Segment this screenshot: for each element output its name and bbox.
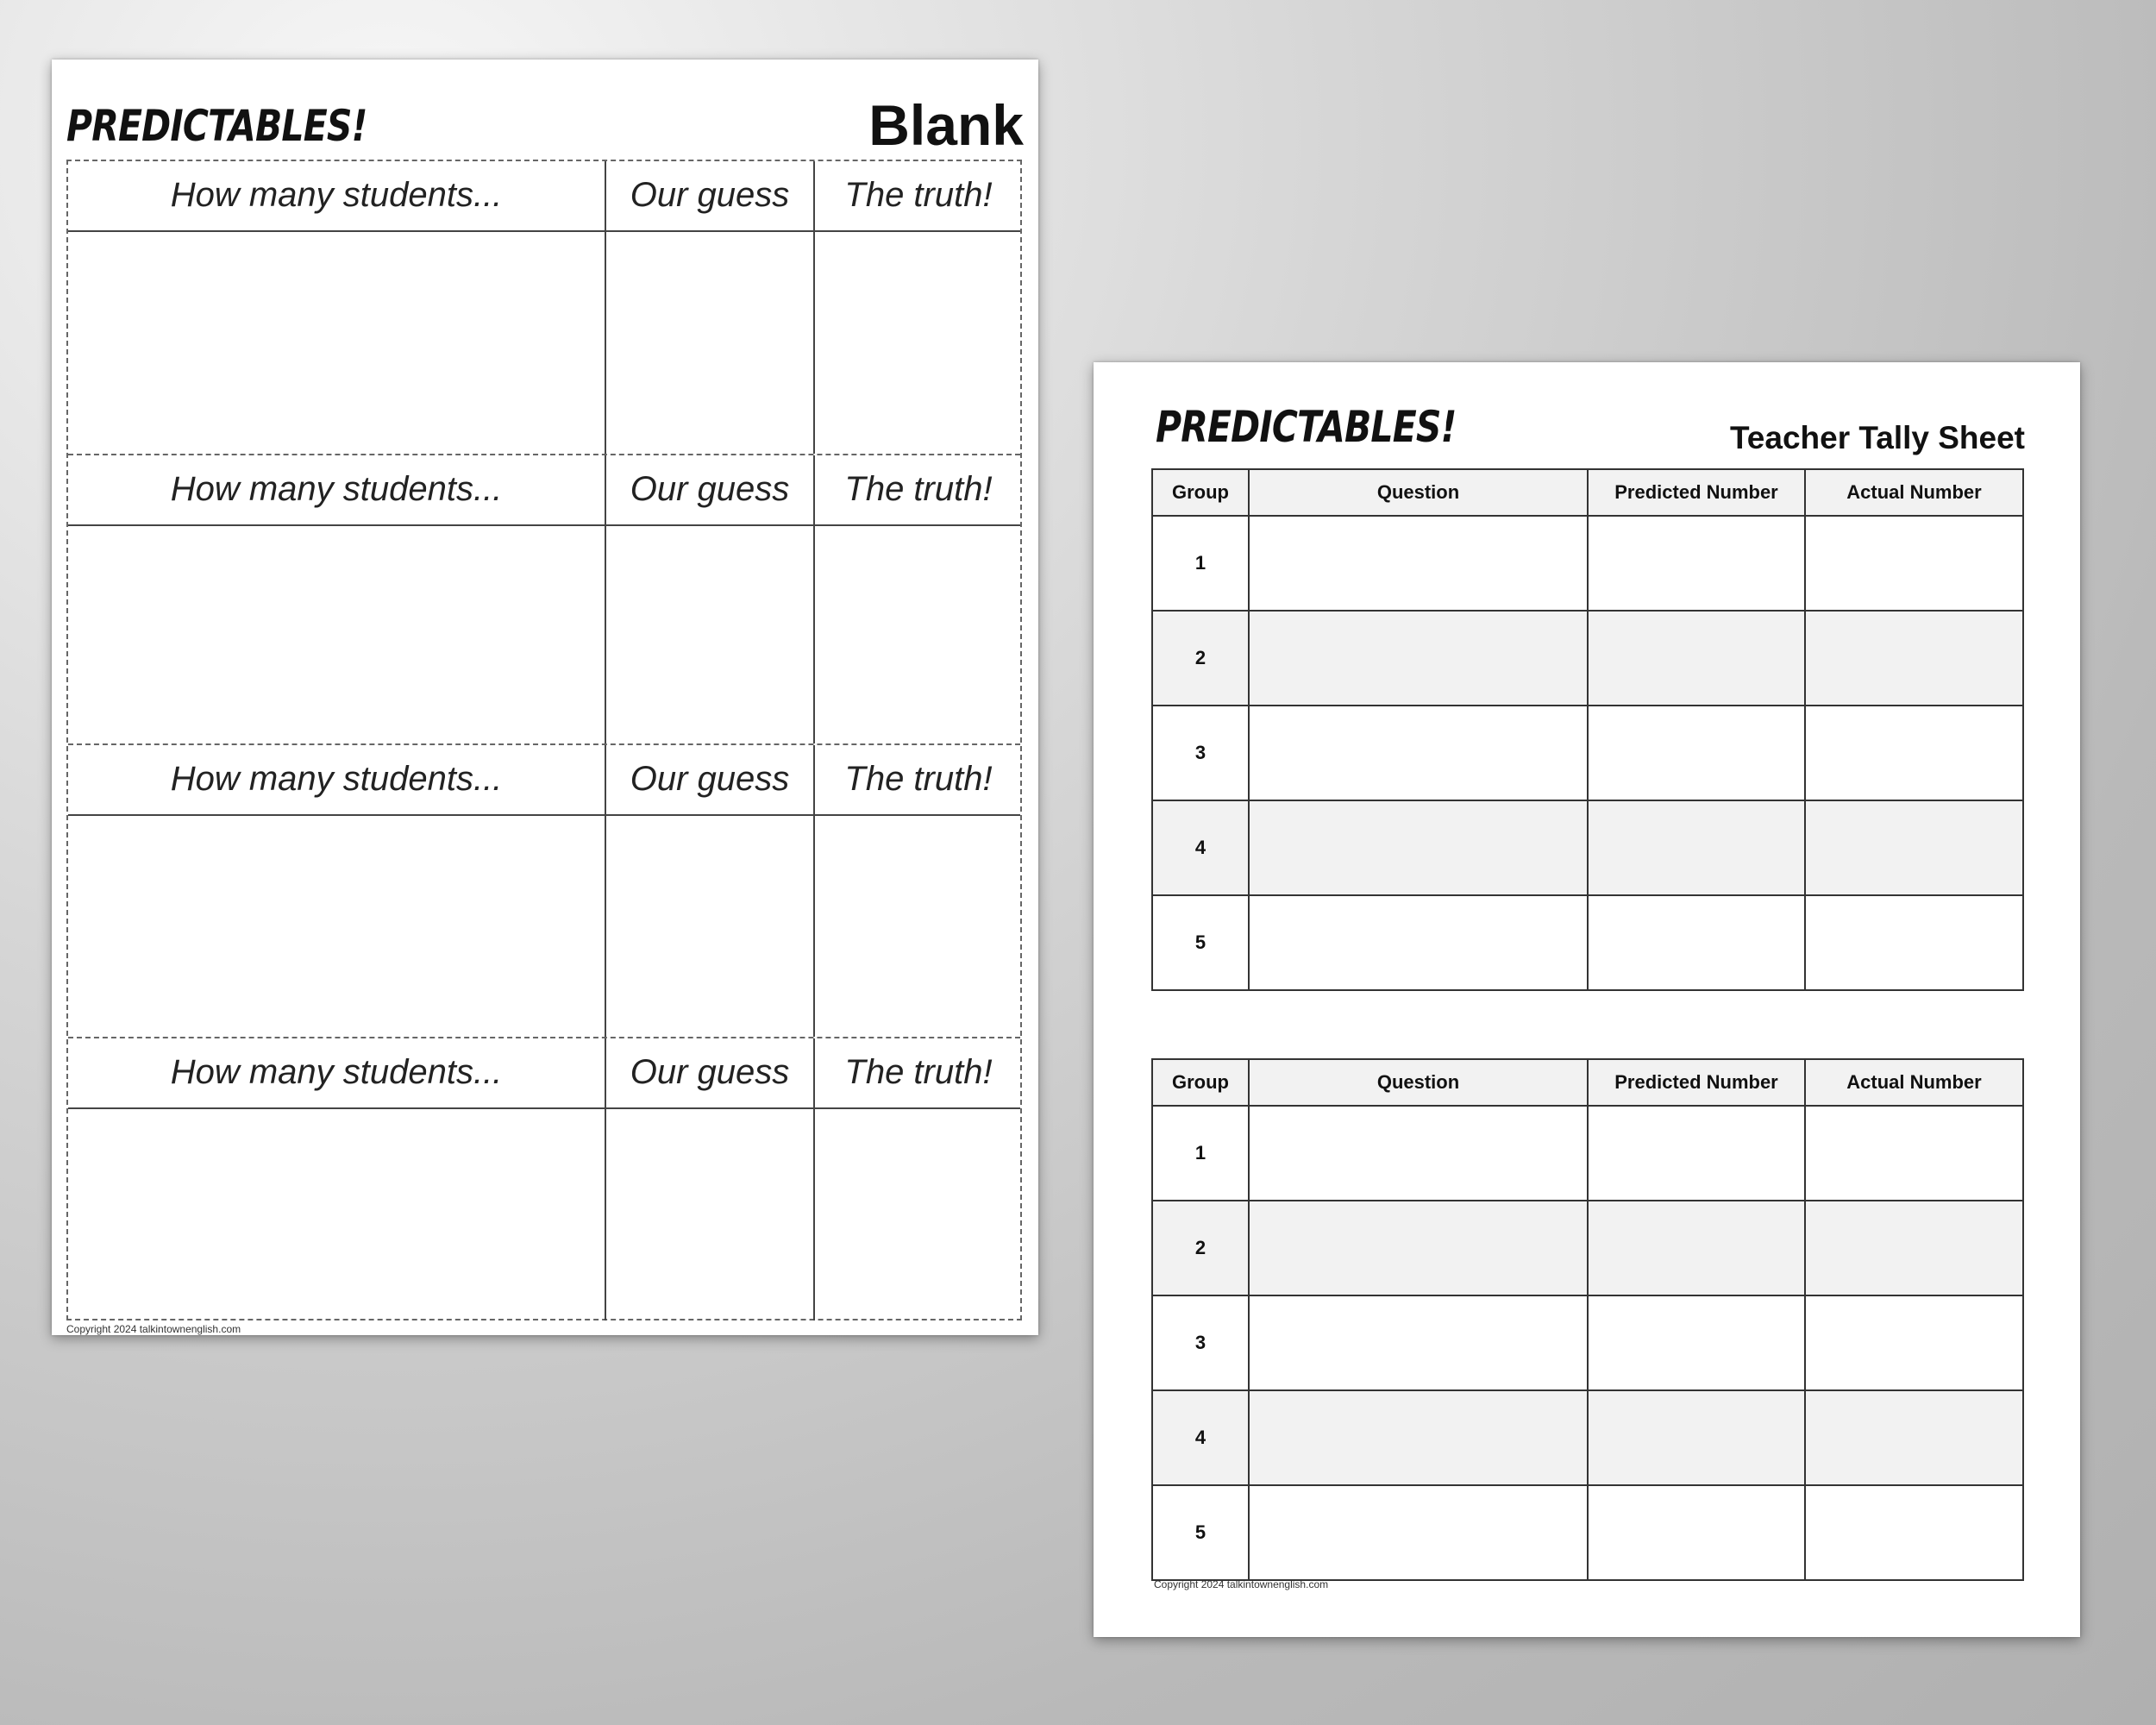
copyright-notice: Copyright 2024 talkintownenglish.com (66, 1323, 241, 1335)
table-row (1152, 1201, 2023, 1295)
header-our-guess: Our guess (630, 176, 790, 214)
predicted-cell (1588, 1485, 1805, 1580)
predicted-cell (1588, 611, 1805, 706)
question-cell (1249, 1485, 1588, 1580)
group-number: 3 (1152, 706, 1249, 800)
header-how-many: How many students... (170, 760, 503, 798)
predicted-cell (1588, 706, 1805, 800)
actual-cell (1805, 1390, 2023, 1485)
prediction-cards-grid (66, 160, 1022, 1320)
tally-table (1151, 1058, 2024, 1581)
header-the-truth: The truth! (844, 760, 993, 798)
table-row (1152, 1485, 2023, 1580)
actual-cell (1805, 1485, 2023, 1580)
actual-cell (1805, 895, 2023, 990)
group-number: 5 (1152, 1485, 1249, 1580)
group-number: 2 (1152, 1201, 1249, 1295)
prediction-card (68, 743, 1020, 1037)
predicted-cell (1588, 516, 1805, 611)
actual-cell (1805, 1201, 2023, 1295)
question-cell (1249, 611, 1588, 706)
header-the-truth: The truth! (844, 470, 993, 508)
actual-cell (1805, 706, 2023, 800)
header-actual-number: Actual Number (1805, 469, 2023, 516)
group-number: 5 (1152, 895, 1249, 990)
table-header-row (1152, 469, 2023, 516)
question-cell (1249, 706, 1588, 800)
prediction-card (68, 1037, 1020, 1320)
header-actual-number: Actual Number (1805, 1059, 2023, 1106)
table-row (1152, 516, 2023, 611)
actual-cell (1805, 800, 2023, 895)
header-the-truth: The truth! (844, 176, 993, 214)
header-predicted-number: Predicted Number (1588, 469, 1805, 516)
prediction-card (68, 454, 1020, 743)
prediction-card (68, 161, 1020, 454)
header-how-many: How many students... (170, 176, 503, 214)
table-row (1152, 706, 2023, 800)
question-cell (1249, 1201, 1588, 1295)
table-row (1152, 1390, 2023, 1485)
question-cell (1249, 800, 1588, 895)
predicted-cell (1588, 1106, 1805, 1201)
group-number: 4 (1152, 1390, 1249, 1485)
predicted-cell (1588, 1390, 1805, 1485)
tally-table (1151, 468, 2024, 991)
question-cell (1249, 1390, 1588, 1485)
predicted-cell (1588, 1295, 1805, 1390)
question-cell (1249, 895, 1588, 990)
table-row (1152, 800, 2023, 895)
sheet-title: Teacher Tally Sheet (1729, 420, 2025, 455)
header-question: Question (1249, 1059, 1588, 1106)
actual-cell (1805, 1106, 2023, 1201)
question-cell (1249, 1295, 1588, 1390)
group-number: 1 (1152, 1106, 1249, 1201)
blank-worksheet-page (52, 60, 1038, 1335)
brand-title: PREDICTABLES! (1156, 402, 1457, 452)
header-group: Group (1152, 469, 1249, 516)
header-our-guess: Our guess (630, 470, 790, 508)
header-how-many: How many students... (170, 1053, 503, 1091)
header-question: Question (1249, 469, 1588, 516)
table-row (1152, 895, 2023, 990)
teacher-tally-page (1094, 362, 2080, 1637)
header-group: Group (1152, 1059, 1249, 1106)
card-header (68, 161, 1020, 232)
copyright-notice: Copyright 2024 talkintownenglish.com (1154, 1578, 1329, 1590)
header-our-guess: Our guess (630, 760, 790, 798)
card-header (68, 745, 1020, 816)
group-number: 4 (1152, 800, 1249, 895)
table-header-row (1152, 1059, 2023, 1106)
group-number: 3 (1152, 1295, 1249, 1390)
brand-title: PREDICTABLES! (66, 101, 367, 151)
group-number: 2 (1152, 611, 1249, 706)
actual-cell (1805, 611, 2023, 706)
question-cell (1249, 1106, 1588, 1201)
predicted-cell (1588, 895, 1805, 990)
card-header (68, 1038, 1020, 1109)
question-cell (1249, 516, 1588, 611)
header-our-guess: Our guess (630, 1053, 790, 1091)
actual-cell (1805, 1295, 2023, 1390)
card-header (68, 455, 1020, 526)
predicted-cell (1588, 800, 1805, 895)
table-row (1152, 1295, 2023, 1390)
sheet-title: Blank (868, 93, 1024, 157)
group-number: 1 (1152, 516, 1249, 611)
header-the-truth: The truth! (844, 1053, 993, 1091)
table-row (1152, 611, 2023, 706)
header-predicted-number: Predicted Number (1588, 1059, 1805, 1106)
actual-cell (1805, 516, 2023, 611)
header-how-many: How many students... (170, 470, 503, 508)
predicted-cell (1588, 1201, 1805, 1295)
table-row (1152, 1106, 2023, 1201)
